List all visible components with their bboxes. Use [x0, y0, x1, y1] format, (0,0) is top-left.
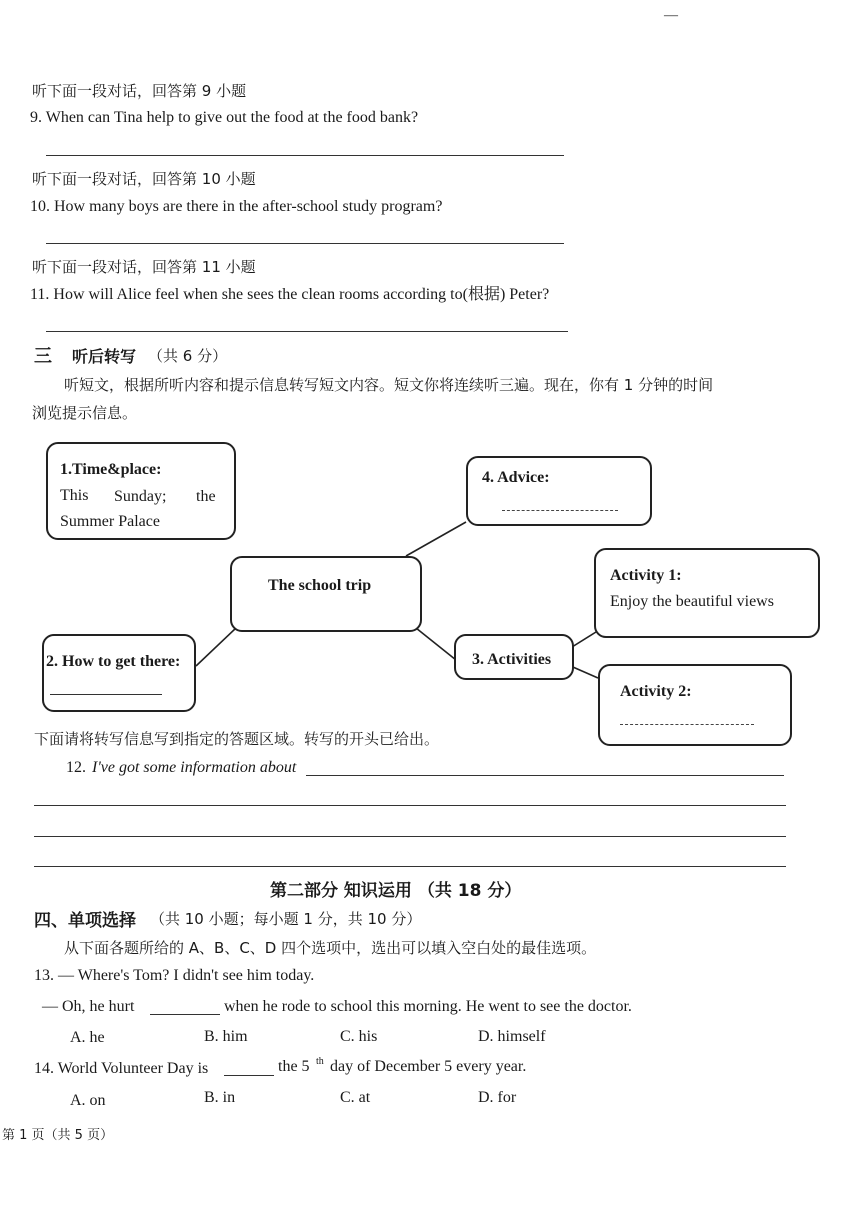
activity2-title: Activity 2:	[620, 683, 692, 700]
mindmap-time-place-box	[46, 442, 236, 540]
q12-start-text: I've got some information about	[92, 759, 297, 776]
writing-instruction: 下面请将转写信息写到指定的答题区域。转写的开头已给出。	[34, 730, 440, 748]
mindmap-activities-box	[454, 634, 574, 680]
q10-question: 10. How many boys are there in the after-school study program?	[30, 198, 443, 215]
q9-question: 9. When can Tina help to give out the food at the food bank?	[30, 109, 419, 126]
advice-title: 4. Advice:	[482, 469, 550, 486]
q13-option-c[interactable]: C. his	[340, 1028, 378, 1045]
section4-score: （共 10 小题；每小题 1 分，共 10 分）	[150, 910, 422, 928]
q14-text-start: 14. World Volunteer Day is	[34, 1060, 209, 1077]
q11-instruction: 听下面一段对话，回答第 11 小题	[32, 258, 256, 276]
mindmap-how-box	[42, 634, 196, 712]
q9-instruction: 听下面一段对话，回答第 9 小题	[32, 82, 247, 100]
activity1-text: Enjoy the beautiful views	[610, 593, 774, 610]
q14-text-mid: the 5	[278, 1058, 310, 1075]
time-place-location: Summer Palace	[60, 513, 160, 530]
page-footer: 第 1 页（共 5 页）	[2, 1128, 114, 1143]
section4-instruction: 从下面各题所给的 A、B、C、D 四个选项中，选出可以填入空白处的最佳选项。	[64, 939, 597, 957]
mindmap-center-box	[230, 556, 422, 632]
center-title: The school trip	[268, 577, 372, 594]
section3-instruction-line2: 浏览提示信息。	[32, 404, 138, 422]
section3-title: 听后转写	[72, 347, 137, 366]
time-place-word-this: This	[60, 487, 89, 504]
q13-line2-end: when he rode to school this morning. He went to see the doctor.	[224, 998, 632, 1015]
header-mark: —	[664, 8, 678, 23]
activities-title: 3. Activities	[472, 651, 552, 668]
mindmap-advice-box	[466, 456, 652, 526]
q14-option-b[interactable]: B. in	[204, 1089, 236, 1106]
q12-line-1[interactable]	[306, 775, 784, 776]
q14-option-a[interactable]: A. on	[70, 1092, 106, 1109]
q13-option-b[interactable]: B. him	[204, 1028, 248, 1045]
time-place-word-the: the	[196, 488, 216, 505]
q11-question: 11. How will Alice feel when she sees the clean rooms according to(根据) Peter?	[30, 286, 550, 303]
activity1-title: Activity 1:	[610, 567, 682, 584]
how-answer-line[interactable]	[50, 694, 162, 695]
q14-option-d[interactable]: D. for	[478, 1089, 517, 1106]
section4-title: 四、单项选择	[34, 911, 136, 931]
q13-line1: 13. — Where's Tom? I didn't see him today.	[34, 967, 315, 984]
q14-text-end: day of December 5 every year.	[330, 1058, 527, 1075]
time-place-title: 1.Time&place:	[60, 461, 162, 478]
q13-option-d[interactable]: D. himself	[478, 1028, 546, 1045]
time-place-word-sunday: Sunday;	[114, 488, 167, 505]
q12-prefix: 12.	[66, 759, 86, 776]
q14-option-c[interactable]: C. at	[340, 1089, 371, 1106]
q14-blank[interactable]	[224, 1075, 274, 1076]
q13-blank[interactable]	[150, 1014, 220, 1015]
section3-number: 三	[34, 346, 52, 367]
section3-instruction-line1: 听短文，根据所听内容和提示信息转写短文内容。短文你将连续听三遍。现在，你有 1 分钟的时间	[64, 376, 714, 394]
advice-answer-line[interactable]	[502, 510, 618, 511]
q10-instruction: 听下面一段对话，回答第 10 小题	[32, 170, 256, 188]
q14-superscript: th	[316, 1056, 324, 1067]
q13-line2-start: — Oh, he hurt	[42, 998, 135, 1015]
q12-line-2[interactable]	[34, 805, 786, 806]
q12-line-4[interactable]	[34, 866, 786, 867]
q13-option-a[interactable]: A. he	[70, 1029, 105, 1046]
mindmap-activity1-box	[594, 548, 820, 638]
part2-title: 第二部分 知识运用 （共 18 分）	[270, 881, 522, 901]
how-title: 2. How to get there:	[46, 653, 181, 670]
section3-score: （共 6 分）	[148, 347, 228, 365]
mindmap-activity2-box	[598, 664, 792, 746]
activity2-answer-line[interactable]	[620, 724, 754, 725]
q12-line-3[interactable]	[34, 836, 786, 837]
